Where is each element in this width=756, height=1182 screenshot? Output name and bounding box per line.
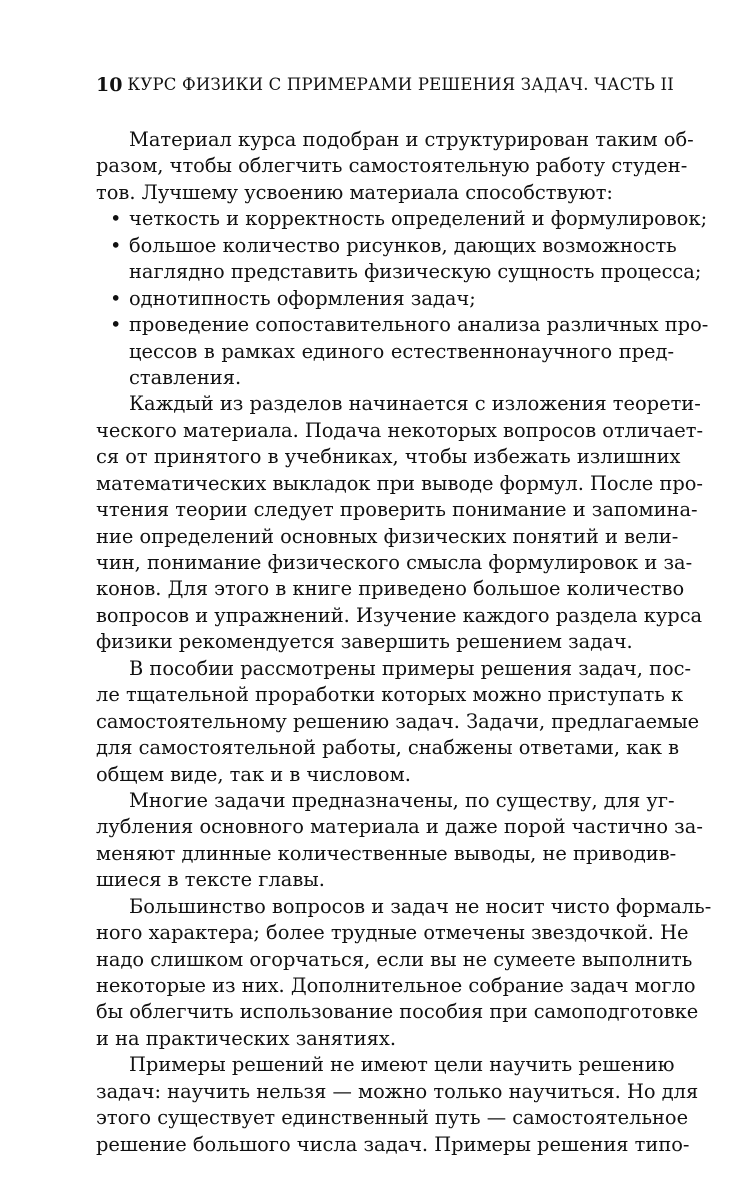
text-line: ного характера; более трудные отмечены звездочкой. Не — [96, 921, 689, 945]
text-line: Многие задачи предназначены, по существу, для уг- — [129, 788, 675, 812]
text-line: для самостоятельной работы, снабжены ответами, как в — [96, 736, 680, 760]
body-text — [96, 127, 712, 1158]
text-line: этого существует единственный путь — самостоятельное — [96, 1106, 689, 1130]
bullet-icon: • — [110, 233, 122, 257]
page-header — [96, 72, 674, 98]
text-line: меняют длинные количественные выводы, не приводив- — [96, 841, 677, 865]
text-line: большое количество рисунков, дающих возможность — [129, 233, 677, 257]
text-line: ле тщательной проработки которых можно приступать к — [96, 683, 684, 707]
bullet-icon: • — [110, 207, 122, 231]
text-line: однотипность оформления задач; — [129, 286, 476, 310]
text-line: Большинство вопросов и задач не носит чисто формаль- — [129, 894, 712, 918]
list-item — [96, 312, 709, 391]
bullet-icon: • — [110, 286, 122, 310]
text-line: бы облегчить использование пособия при самоподготовке — [96, 1000, 699, 1024]
text-line: вопросов и упражнений. Изучение каждого раздела курса — [96, 603, 703, 627]
text-line: надо слишком огорчаться, если вы не сумеете выполнить — [96, 947, 693, 971]
text-line: лубления основного материала и даже порой частично за- — [96, 815, 703, 839]
text-line: четкость и корректность определений и формулировок; — [129, 207, 708, 231]
text-line: чин, понимание физического смысла формулировок и за- — [96, 551, 693, 574]
text-line: физики рекомендуется завершить решением задач. — [96, 630, 633, 654]
text-line: шиеся в тексте главы. — [96, 868, 325, 892]
text-line: Материал курса подобран и структурирован таким об- — [129, 128, 694, 151]
running-title: КУРС ФИЗИКИ С ПРИМЕРАМИ РЕШЕНИЯ ЗАДАЧ. ЧАСТЬ II — [127, 75, 674, 94]
text-line: Каждый из разделов начинается с изложения теорети- — [129, 392, 701, 416]
text-line: ние определений основных физических понятий и вели- — [96, 524, 679, 548]
text-line: чтения теории следует проверить понимание и запомина- — [96, 498, 698, 522]
list-item — [96, 206, 708, 232]
text-line: математических выкладок при выводе формул. После про- — [96, 471, 703, 495]
text-line: ческого материала. Подача некоторых вопросов отличает- — [96, 418, 704, 442]
text-line: решение большого числа задач. Примеры решения типо- — [96, 1132, 690, 1156]
bullet-icon: • — [110, 313, 122, 337]
text-line: задач: научить нельзя — можно только научиться. Но для — [96, 1079, 699, 1103]
page-number: 10 — [96, 74, 123, 96]
text-line: ся от принятого в учебниках, чтобы избежать излишних — [96, 445, 681, 469]
list-item — [96, 286, 674, 312]
text-line: ставления. — [129, 365, 242, 389]
text-line: самостоятельному решению задач. Задачи, предлагаемые — [96, 709, 700, 733]
text-line: наглядно представить физическую сущность процесса; — [129, 260, 702, 284]
text-line: разом, чтобы облегчить самостоятельную работу студен- — [96, 154, 688, 178]
text-line: общем виде, так и в числовом. — [96, 762, 411, 786]
text-line: тов. Лучшему усвоению материала способствуют: — [96, 180, 613, 204]
text-line: цессов в рамках единого естественнонаучного пред- — [129, 339, 674, 363]
text-line: проведение сопоставительного анализа различных про- — [129, 313, 709, 337]
text-line: конов. Для этого в книге приведено большое количество — [96, 577, 685, 601]
text-line: Примеры решений не имеют цели научить решению — [129, 1053, 675, 1077]
text-line: и на практических занятиях. — [96, 1026, 396, 1050]
text-line: В пособии рассмотрены примеры решения задач, пос- — [129, 656, 692, 680]
list-item — [96, 233, 702, 286]
text-line: некоторые из них. Дополнительное собрание задач могло — [96, 974, 696, 997]
